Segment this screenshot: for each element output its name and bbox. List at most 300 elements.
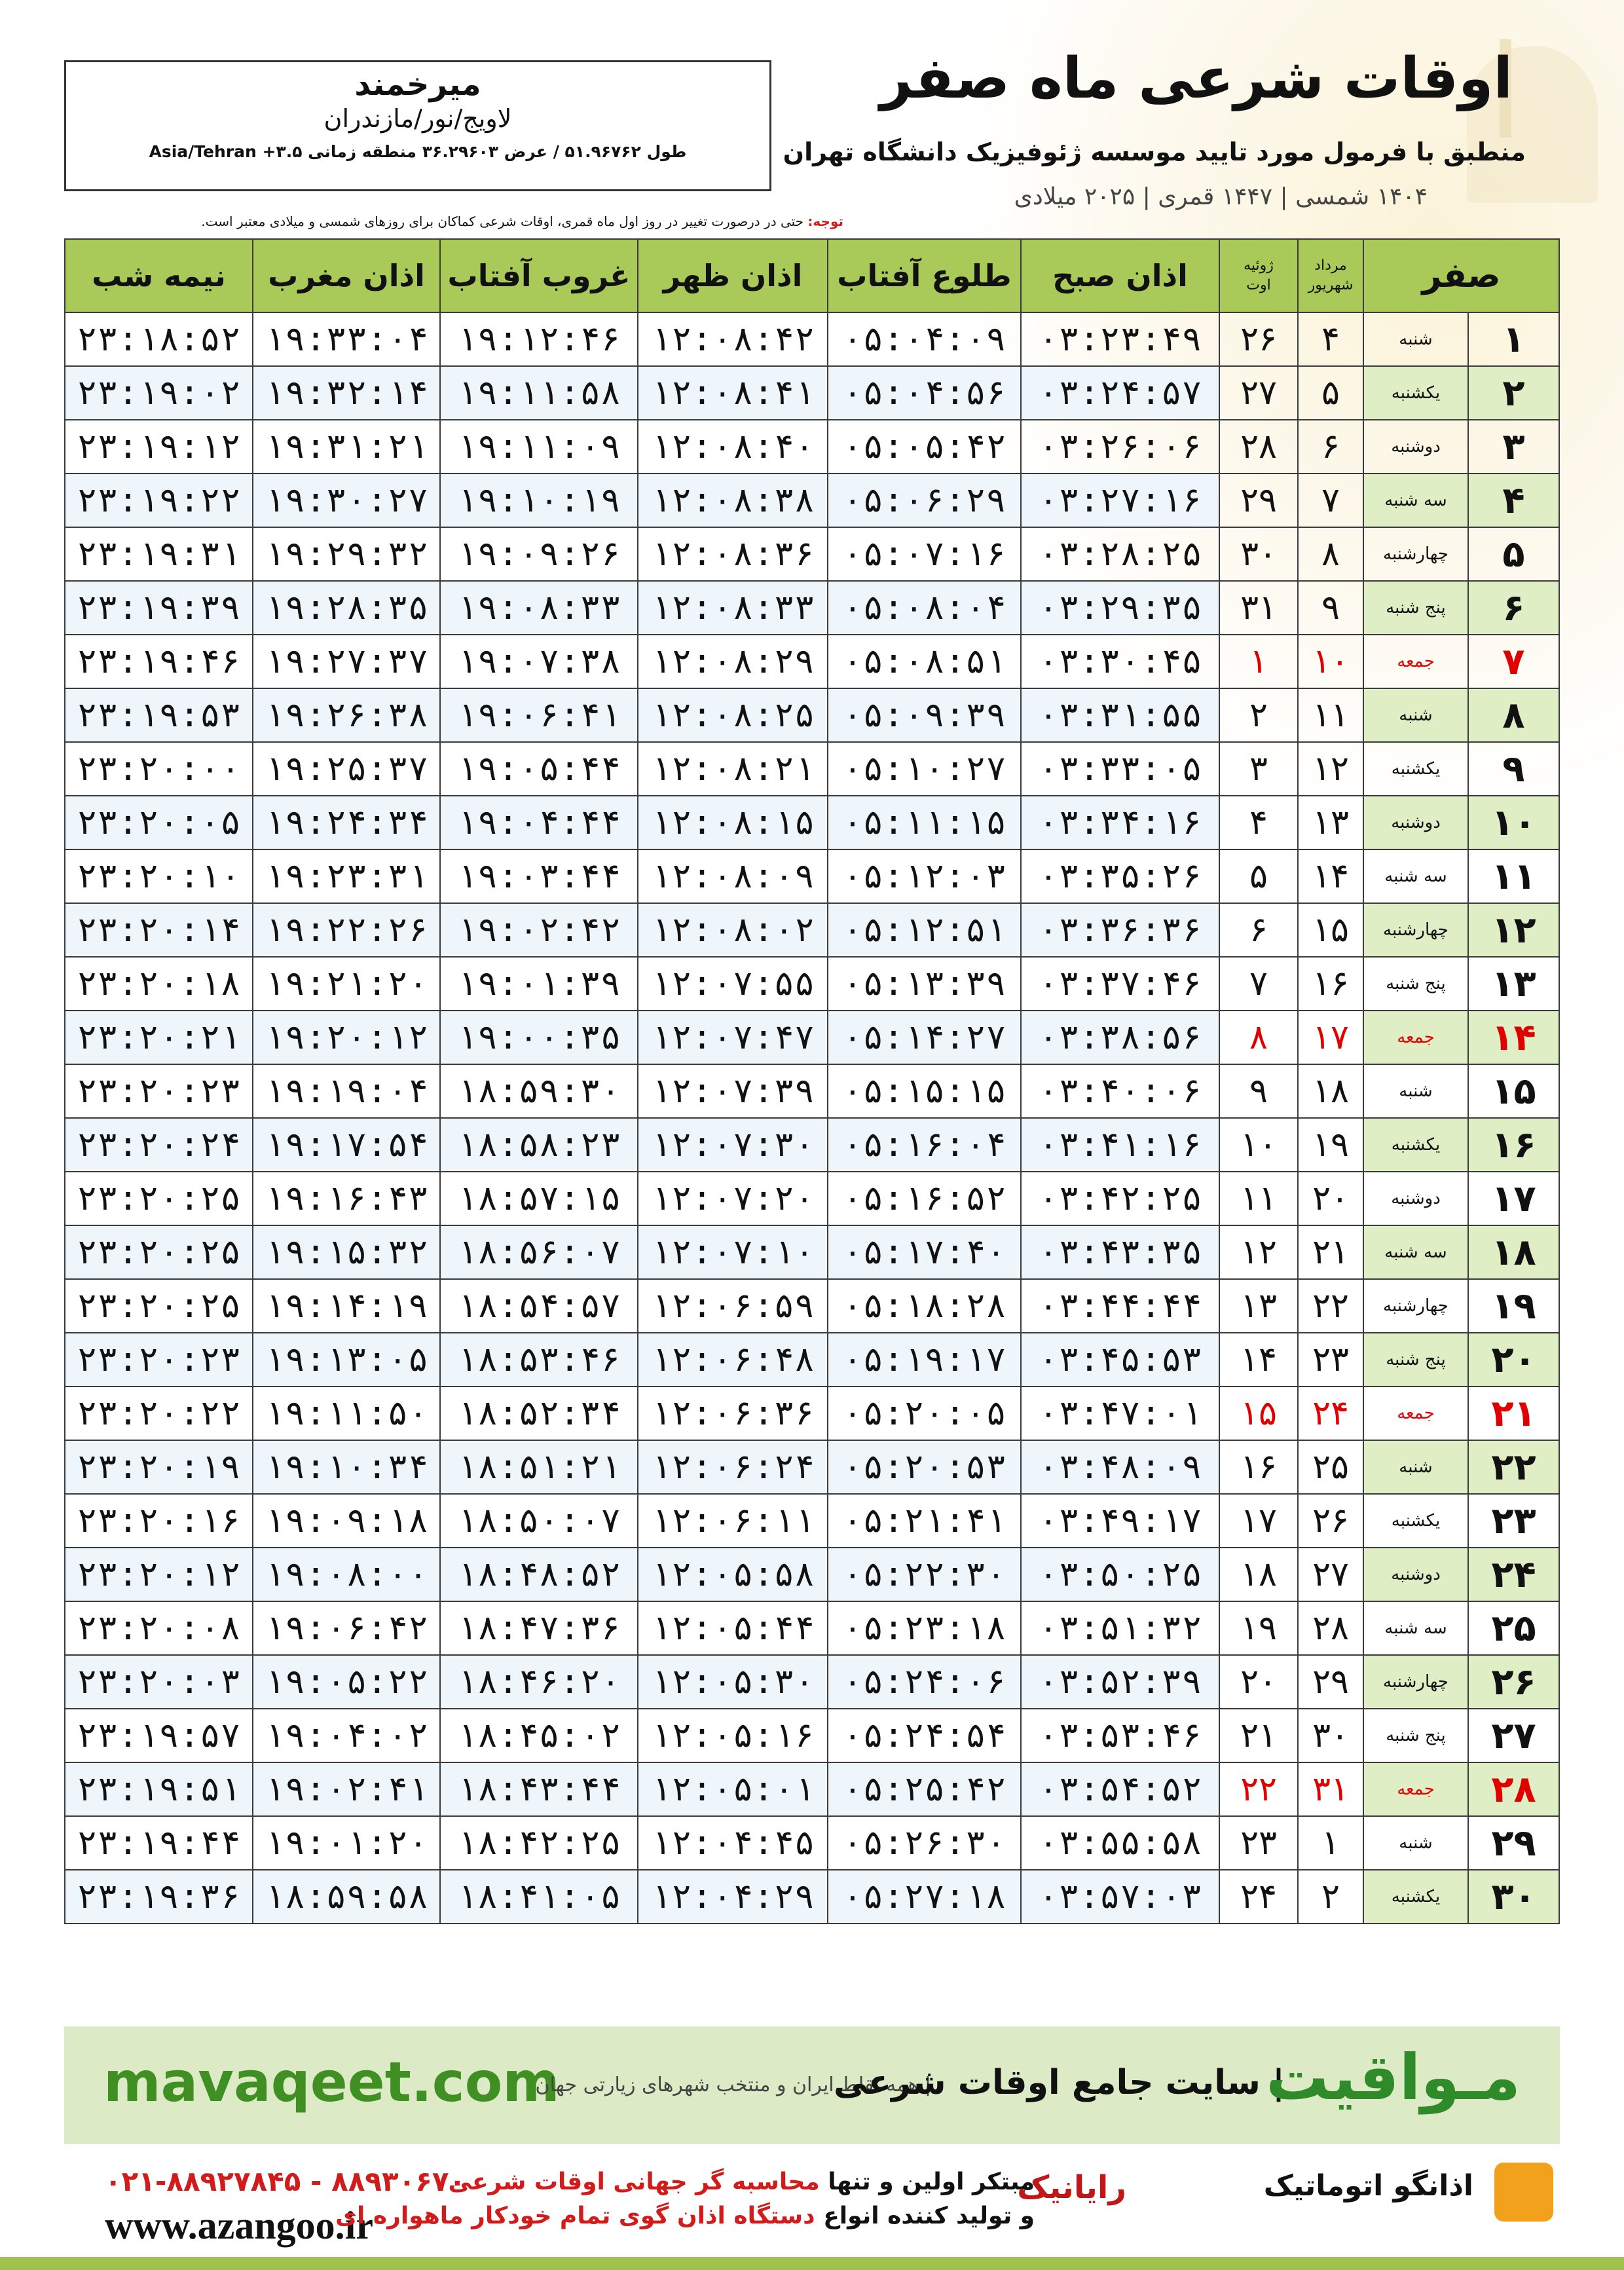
cell-solar: ۳۱ xyxy=(1298,1762,1363,1816)
cell-sunset: ۱۹:۰۰:۳۵ xyxy=(440,1011,638,1064)
cell-midnight: ۲۳:۲۰:۱۰ xyxy=(65,849,253,903)
cell-maghrib: ۱۹:۰۲:۴۱ xyxy=(253,1762,440,1816)
cell-weekday: چهارشنبه xyxy=(1363,1655,1468,1709)
cell-weekday: شنبه xyxy=(1363,1064,1468,1118)
cell-maghrib: ۱۹:۲۴:۳۴ xyxy=(253,796,440,849)
cell-sunrise: ۰۵:۰۹:۳۹ xyxy=(828,688,1021,742)
cell-sunrise: ۰۵:۱۸:۲۸ xyxy=(828,1279,1021,1333)
cell-day: ۱۰ xyxy=(1468,796,1559,849)
location-box xyxy=(64,60,771,191)
cell-solar: ۱۷ xyxy=(1298,1011,1363,1064)
cell-greg: ۸ xyxy=(1219,1011,1298,1064)
azangoo-icon xyxy=(1494,2163,1553,2222)
cell-day: ۶ xyxy=(1468,581,1559,635)
mavaqeet-banner xyxy=(64,2026,1560,2144)
cell-weekday: چهارشنبه xyxy=(1363,903,1468,957)
table-row xyxy=(65,742,1559,796)
cell-weekday: یکشنبه xyxy=(1363,1494,1468,1548)
cell-greg: ۲۹ xyxy=(1219,474,1298,527)
cell-solar: ۲۹ xyxy=(1298,1655,1363,1709)
cell-greg: ۲۶ xyxy=(1219,312,1298,366)
coordinates: طول ۵۱.۹۶۷۶۲ / عرض ۳۶.۲۹۶۰۳ منطقه زمانی ۳.۵+ Asia/Tehran xyxy=(149,142,687,161)
azangoo-website[interactable]: www.azangoo.ir xyxy=(105,2204,373,2247)
cell-sunset: ۱۸:۵۹:۳۰ xyxy=(440,1064,638,1118)
cell-midnight: ۲۳:۱۸:۵۲ xyxy=(65,312,253,366)
cell-weekday: شنبه xyxy=(1363,312,1468,366)
header-sunrise: طلوع آفتاب xyxy=(828,239,1021,312)
cell-weekday: دوشنبه xyxy=(1363,1172,1468,1225)
cell-sunset: ۱۹:۰۹:۲۶ xyxy=(440,527,638,581)
cell-day: ۷ xyxy=(1468,635,1559,688)
city-name: میرخمند xyxy=(354,66,481,103)
cell-fajr: ۰۳:۴۹:۱۷ xyxy=(1021,1494,1219,1548)
table-row xyxy=(65,635,1559,688)
cell-sunrise: ۰۵:۱۰:۲۷ xyxy=(828,742,1021,796)
cell-solar: ۱۲ xyxy=(1298,742,1363,796)
cell-dhuhr: ۱۲:۰۶:۲۴ xyxy=(638,1440,828,1494)
promo-line-1-b: محاسبه گر جهانی اوقات شرعی xyxy=(448,2168,820,2195)
table-row xyxy=(65,1762,1559,1816)
cell-greg: ۲ xyxy=(1219,688,1298,742)
cell-day: ۲۱ xyxy=(1468,1386,1559,1440)
cell-sunset: ۱۸:۴۱:۰۵ xyxy=(440,1870,638,1924)
cell-weekday: یکشنبه xyxy=(1363,1118,1468,1172)
cell-midnight: ۲۳:۱۹:۴۶ xyxy=(65,635,253,688)
cell-fajr: ۰۳:۵۳:۴۶ xyxy=(1021,1709,1219,1762)
cell-dhuhr: ۱۲:۰۸:۰۲ xyxy=(638,903,828,957)
cell-fajr: ۰۳:۴۴:۴۴ xyxy=(1021,1279,1219,1333)
cell-maghrib: ۱۹:۲۸:۳۵ xyxy=(253,581,440,635)
cell-sunset: ۱۸:۴۲:۲۵ xyxy=(440,1816,638,1870)
cell-weekday: جمعه xyxy=(1363,1386,1468,1440)
cell-sunrise: ۰۵:۲۰:۵۳ xyxy=(828,1440,1021,1494)
cell-sunrise: ۰۵:۰۶:۲۹ xyxy=(828,474,1021,527)
cell-weekday: یکشنبه xyxy=(1363,366,1468,420)
cell-weekday: یکشنبه xyxy=(1363,1870,1468,1924)
cell-sunrise: ۰۵:۱۳:۳۹ xyxy=(828,957,1021,1011)
cell-dhuhr: ۱۲:۰۸:۰۹ xyxy=(638,849,828,903)
cell-day: ۱۳ xyxy=(1468,957,1559,1011)
table-body xyxy=(65,312,1559,1924)
cell-sunset: ۱۹:۰۴:۴۴ xyxy=(440,796,638,849)
cell-sunrise: ۰۵:۱۷:۴۰ xyxy=(828,1225,1021,1279)
cell-maghrib: ۱۹:۱۶:۴۳ xyxy=(253,1172,440,1225)
table-row xyxy=(65,1709,1559,1762)
cell-solar: ۲۰ xyxy=(1298,1172,1363,1225)
cell-maghrib: ۱۸:۵۹:۵۸ xyxy=(253,1870,440,1924)
cell-maghrib: ۱۹:۱۵:۳۲ xyxy=(253,1225,440,1279)
header-gregorian-top: ژوئیه xyxy=(1244,257,1274,274)
table-row xyxy=(65,1870,1559,1924)
table-row xyxy=(65,1333,1559,1386)
cell-greg: ۲۸ xyxy=(1219,420,1298,474)
cell-sunset: ۱۹:۰۶:۴۱ xyxy=(440,688,638,742)
cell-sunset: ۱۹:۰۳:۴۴ xyxy=(440,849,638,903)
cell-solar: ۲۳ xyxy=(1298,1333,1363,1386)
cell-fajr: ۰۳:۳۶:۳۶ xyxy=(1021,903,1219,957)
bottom-bar xyxy=(0,2257,1624,2270)
cell-maghrib: ۱۹:۳۲:۱۴ xyxy=(253,366,440,420)
cell-day: ۱۹ xyxy=(1468,1279,1559,1333)
table-row xyxy=(65,312,1559,366)
cell-day: ۳۰ xyxy=(1468,1870,1559,1924)
promo-line-2-a: و تولید کننده انواع xyxy=(823,2203,1035,2230)
notice-text: حتی در درصورت تغییر در روز اول ماه قمری، اوقات شرعی کماکان برای روزهای شمسی و میلادی معتبر است. xyxy=(201,214,804,229)
cell-maghrib: ۱۹:۲۲:۲۶ xyxy=(253,903,440,957)
cell-dhuhr: ۱۲:۰۸:۲۵ xyxy=(638,688,828,742)
cell-weekday: یکشنبه xyxy=(1363,742,1468,796)
cell-day: ۴ xyxy=(1468,474,1559,527)
cell-maghrib: ۱۹:۲۹:۳۲ xyxy=(253,527,440,581)
cell-sunrise: ۰۵:۰۷:۱۶ xyxy=(828,527,1021,581)
cell-maghrib: ۱۹:۱۱:۵۰ xyxy=(253,1386,440,1440)
cell-greg: ۷ xyxy=(1219,957,1298,1011)
cell-greg: ۹ xyxy=(1219,1064,1298,1118)
cell-day: ۲۴ xyxy=(1468,1548,1559,1601)
phone-numbers: ۰۲۱-۸۸۹۲۷۸۴۵ - ۸۸۹۳۰۶۷۰ xyxy=(105,2165,466,2197)
cell-weekday: جمعه xyxy=(1363,1011,1468,1064)
cell-sunrise: ۰۵:۲۶:۳۰ xyxy=(828,1816,1021,1870)
page-subtitle: منطبق با فرمول مورد تایید موسسه ژئوفیزیک دانشگاه تهران xyxy=(783,138,1526,166)
table-row xyxy=(65,1440,1559,1494)
cell-greg: ۱۵ xyxy=(1219,1386,1298,1440)
cell-sunrise: ۰۵:۰۴:۵۶ xyxy=(828,366,1021,420)
cell-fajr: ۰۳:۴۷:۰۱ xyxy=(1021,1386,1219,1440)
table-row xyxy=(65,1494,1559,1548)
table-row xyxy=(65,1655,1559,1709)
cell-dhuhr: ۱۲:۰۵:۴۴ xyxy=(638,1601,828,1655)
cell-greg: ۳۱ xyxy=(1219,581,1298,635)
cell-sunset: ۱۹:۱۲:۴۶ xyxy=(440,312,638,366)
mavaqeet-logo: مـواقیت xyxy=(1265,2041,1521,2114)
cell-dhuhr: ۱۲:۰۸:۳۳ xyxy=(638,581,828,635)
cell-midnight: ۲۳:۲۰:۲۱ xyxy=(65,1011,253,1064)
cell-maghrib: ۱۹:۰۶:۴۲ xyxy=(253,1601,440,1655)
table-header-row xyxy=(65,239,1559,312)
cell-weekday: شنبه xyxy=(1363,1816,1468,1870)
cell-sunrise: ۰۵:۰۵:۴۲ xyxy=(828,420,1021,474)
cell-midnight: ۲۳:۲۰:۲۵ xyxy=(65,1225,253,1279)
cell-greg: ۱۲ xyxy=(1219,1225,1298,1279)
cell-fajr: ۰۳:۳۷:۴۶ xyxy=(1021,957,1219,1011)
cell-fajr: ۰۳:۴۰:۰۶ xyxy=(1021,1064,1219,1118)
cell-sunrise: ۰۵:۲۴:۰۶ xyxy=(828,1655,1021,1709)
cell-midnight: ۲۳:۱۹:۵۳ xyxy=(65,688,253,742)
cell-dhuhr: ۱۲:۰۸:۳۶ xyxy=(638,527,828,581)
cell-weekday: پنج شنبه xyxy=(1363,1709,1468,1762)
cell-midnight: ۲۳:۲۰:۱۸ xyxy=(65,957,253,1011)
cell-midnight: ۲۳:۲۰:۱۲ xyxy=(65,1548,253,1601)
cell-midnight: ۲۳:۱۹:۳۱ xyxy=(65,527,253,581)
cell-greg: ۱۳ xyxy=(1219,1279,1298,1333)
cell-sunset: ۱۹:۰۸:۳۳ xyxy=(440,581,638,635)
cell-sunrise: ۰۵:۱۴:۲۷ xyxy=(828,1011,1021,1064)
cell-fajr: ۰۳:۳۵:۲۶ xyxy=(1021,849,1219,903)
cell-dhuhr: ۱۲:۰۸:۱۵ xyxy=(638,796,828,849)
table-row xyxy=(65,903,1559,957)
cell-weekday: جمعه xyxy=(1363,635,1468,688)
cell-greg: ۵ xyxy=(1219,849,1298,903)
cell-fajr: ۰۳:۳۸:۵۶ xyxy=(1021,1011,1219,1064)
cell-maghrib: ۱۹:۳۱:۲۱ xyxy=(253,420,440,474)
cell-solar: ۱۶ xyxy=(1298,957,1363,1011)
cell-fajr: ۰۳:۴۲:۲۵ xyxy=(1021,1172,1219,1225)
cell-solar: ۲۶ xyxy=(1298,1494,1363,1548)
cell-dhuhr: ۱۲:۰۸:۲۹ xyxy=(638,635,828,688)
cell-solar: ۱۹ xyxy=(1298,1118,1363,1172)
table-row xyxy=(65,581,1559,635)
cell-weekday: سه شنبه xyxy=(1363,1601,1468,1655)
cell-greg: ۱۹ xyxy=(1219,1601,1298,1655)
cell-dhuhr: ۱۲:۰۷:۵۵ xyxy=(638,957,828,1011)
notice-label: توجه: xyxy=(807,214,843,229)
cell-maghrib: ۱۹:۱۷:۵۴ xyxy=(253,1118,440,1172)
cell-day: ۲۸ xyxy=(1468,1762,1559,1816)
table-row xyxy=(65,1225,1559,1279)
cell-weekday: سه شنبه xyxy=(1363,849,1468,903)
cell-sunset: ۱۸:۵۱:۲۱ xyxy=(440,1440,638,1494)
cell-sunrise: ۰۵:۲۰:۰۵ xyxy=(828,1386,1021,1440)
cell-day: ۹ xyxy=(1468,742,1559,796)
cell-midnight: ۲۳:۲۰:۲۵ xyxy=(65,1172,253,1225)
cell-solar: ۲۵ xyxy=(1298,1440,1363,1494)
cell-day: ۱۷ xyxy=(1468,1172,1559,1225)
cell-sunrise: ۰۵:۲۳:۱۸ xyxy=(828,1601,1021,1655)
cell-weekday: پنج شنبه xyxy=(1363,581,1468,635)
cell-greg: ۲۷ xyxy=(1219,366,1298,420)
header-fajr: اذان صبح xyxy=(1021,239,1219,312)
cell-sunset: ۱۸:۵۸:۲۳ xyxy=(440,1118,638,1172)
cell-maghrib: ۱۹:۰۵:۲۲ xyxy=(253,1655,440,1709)
cell-maghrib: ۱۹:۲۱:۲۰ xyxy=(253,957,440,1011)
cell-weekday: پنج شنبه xyxy=(1363,957,1468,1011)
cell-dhuhr: ۱۲:۰۷:۴۷ xyxy=(638,1011,828,1064)
page-title: اوقات شرعی ماه صفر xyxy=(879,46,1513,111)
table-row xyxy=(65,1064,1559,1118)
cell-greg: ۱۷ xyxy=(1219,1494,1298,1548)
cell-weekday: شنبه xyxy=(1363,688,1468,742)
header-gregorian-bottom: اوت xyxy=(1246,277,1271,293)
cell-day: ۲۰ xyxy=(1468,1333,1559,1386)
cell-midnight: ۲۳:۲۰:۰۵ xyxy=(65,796,253,849)
cell-dhuhr: ۱۲:۰۸:۳۸ xyxy=(638,474,828,527)
cell-sunset: ۱۹:۱۱:۵۸ xyxy=(440,366,638,420)
cell-midnight: ۲۳:۲۰:۲۴ xyxy=(65,1118,253,1172)
cell-solar: ۹ xyxy=(1298,581,1363,635)
cell-day: ۲۳ xyxy=(1468,1494,1559,1548)
cell-day: ۱۸ xyxy=(1468,1225,1559,1279)
cell-solar: ۱۸ xyxy=(1298,1064,1363,1118)
cell-day: ۲۵ xyxy=(1468,1601,1559,1655)
cell-solar: ۲ xyxy=(1298,1870,1363,1924)
cell-fajr: ۰۳:۲۹:۳۵ xyxy=(1021,581,1219,635)
cell-fajr: ۰۳:۴۵:۵۳ xyxy=(1021,1333,1219,1386)
cell-sunset: ۱۸:۴۵:۰۲ xyxy=(440,1709,638,1762)
cell-midnight: ۲۳:۲۰:۲۳ xyxy=(65,1064,253,1118)
cell-sunrise: ۰۵:۲۱:۴۱ xyxy=(828,1494,1021,1548)
cell-fajr: ۰۳:۲۶:۰۶ xyxy=(1021,420,1219,474)
cell-weekday: دوشنبه xyxy=(1363,796,1468,849)
cell-dhuhr: ۱۲:۰۶:۴۸ xyxy=(638,1333,828,1386)
cell-sunset: ۱۸:۵۰:۰۷ xyxy=(440,1494,638,1548)
cell-sunrise: ۰۵:۲۷:۱۸ xyxy=(828,1870,1021,1924)
cell-fajr: ۰۳:۳۴:۱۶ xyxy=(1021,796,1219,849)
header-midnight: نیمه شب xyxy=(65,239,253,312)
cell-greg: ۲۱ xyxy=(1219,1709,1298,1762)
cell-greg: ۱۰ xyxy=(1219,1118,1298,1172)
cell-fajr: ۰۳:۵۲:۳۹ xyxy=(1021,1655,1219,1709)
cell-dhuhr: ۱۲:۰۵:۳۰ xyxy=(638,1655,828,1709)
cell-maghrib: ۱۹:۱۳:۰۵ xyxy=(253,1333,440,1386)
cell-greg: ۲۴ xyxy=(1219,1870,1298,1924)
cell-dhuhr: ۱۲:۰۵:۵۸ xyxy=(638,1548,828,1601)
cell-sunrise: ۰۵:۰۸:۵۱ xyxy=(828,635,1021,688)
cell-fajr: ۰۳:۴۸:۰۹ xyxy=(1021,1440,1219,1494)
cell-day: ۱۲ xyxy=(1468,903,1559,957)
cell-day: ۱ xyxy=(1468,312,1559,366)
cell-solar: ۶ xyxy=(1298,420,1363,474)
cell-maghrib: ۱۹:۲۶:۳۸ xyxy=(253,688,440,742)
cell-sunset: ۱۸:۵۶:۰۷ xyxy=(440,1225,638,1279)
table-row xyxy=(65,474,1559,527)
cell-dhuhr: ۱۲:۰۶:۵۹ xyxy=(638,1279,828,1333)
cell-day: ۲۷ xyxy=(1468,1709,1559,1762)
cell-sunrise: ۰۵:۱۶:۰۴ xyxy=(828,1118,1021,1172)
cell-fajr: ۰۳:۴۱:۱۶ xyxy=(1021,1118,1219,1172)
cell-dhuhr: ۱۲:۰۸:۴۲ xyxy=(638,312,828,366)
cell-sunset: ۱۸:۴۸:۵۲ xyxy=(440,1548,638,1601)
cell-maghrib: ۱۹:۱۹:۰۴ xyxy=(253,1064,440,1118)
cell-weekday: جمعه xyxy=(1363,1762,1468,1816)
cell-midnight: ۲۳:۲۰:۱۴ xyxy=(65,903,253,957)
cell-midnight: ۲۳:۲۰:۲۵ xyxy=(65,1279,253,1333)
cell-sunrise: ۰۵:۰۸:۰۴ xyxy=(828,581,1021,635)
cell-greg: ۳ xyxy=(1219,742,1298,796)
cell-midnight: ۲۳:۲۰:۱۶ xyxy=(65,1494,253,1548)
table-row xyxy=(65,1548,1559,1601)
cell-weekday: چهارشنبه xyxy=(1363,527,1468,581)
cell-day: ۵ xyxy=(1468,527,1559,581)
cell-greg: ۱ xyxy=(1219,635,1298,688)
table-row xyxy=(65,1601,1559,1655)
promo-text xyxy=(335,2165,1035,2233)
cell-sunset: ۱۹:۰۲:۴۲ xyxy=(440,903,638,957)
cell-sunset: ۱۸:۵۳:۴۶ xyxy=(440,1333,638,1386)
cell-midnight: ۲۳:۱۹:۲۲ xyxy=(65,474,253,527)
cell-day: ۸ xyxy=(1468,688,1559,742)
cell-sunrise: ۰۵:۲۵:۴۲ xyxy=(828,1762,1021,1816)
cell-day: ۱۴ xyxy=(1468,1011,1559,1064)
cell-solar: ۲۴ xyxy=(1298,1386,1363,1440)
cell-weekday: پنج شنبه xyxy=(1363,1333,1468,1386)
banner-tagline-small: | همه نقاط ایران و منتخب شهرهای زیارتی جهان xyxy=(535,2074,931,2096)
cell-midnight: ۲۳:۱۹:۴۴ xyxy=(65,1816,253,1870)
cell-midnight: ۲۳:۱۹:۵۱ xyxy=(65,1762,253,1816)
cell-greg: ۶ xyxy=(1219,903,1298,957)
table-row xyxy=(65,1816,1559,1870)
cell-midnight: ۲۳:۲۰:۰۳ xyxy=(65,1655,253,1709)
cell-greg: ۴ xyxy=(1219,796,1298,849)
cell-solar: ۲۱ xyxy=(1298,1225,1363,1279)
cell-fajr: ۰۳:۲۸:۲۵ xyxy=(1021,527,1219,581)
notice xyxy=(64,214,843,229)
cell-dhuhr: ۱۲:۰۷:۲۰ xyxy=(638,1172,828,1225)
header-solar-top: مرداد xyxy=(1314,257,1347,274)
cell-midnight: ۲۳:۱۹:۱۲ xyxy=(65,420,253,474)
cell-weekday: چهارشنبه xyxy=(1363,1279,1468,1333)
cell-fajr: ۰۳:۴۳:۳۵ xyxy=(1021,1225,1219,1279)
cell-midnight: ۲۳:۲۰:۲۳ xyxy=(65,1333,253,1386)
cell-greg: ۲۳ xyxy=(1219,1816,1298,1870)
table-row xyxy=(65,849,1559,903)
cell-day: ۲۲ xyxy=(1468,1440,1559,1494)
cell-day: ۱۶ xyxy=(1468,1118,1559,1172)
cell-fajr: ۰۳:۵۷:۰۳ xyxy=(1021,1870,1219,1924)
cell-greg: ۱۶ xyxy=(1219,1440,1298,1494)
cell-fajr: ۰۳:۲۷:۱۶ xyxy=(1021,474,1219,527)
cell-dhuhr: ۱۲:۰۸:۴۱ xyxy=(638,366,828,420)
cell-day: ۲ xyxy=(1468,366,1559,420)
cell-dhuhr: ۱۲:۰۷:۱۰ xyxy=(638,1225,828,1279)
azangoo-logo: اذانگو اتوماتیک xyxy=(1263,2169,1473,2203)
cell-greg: ۲۲ xyxy=(1219,1762,1298,1816)
table-row xyxy=(65,527,1559,581)
cell-fajr: ۰۳:۳۰:۴۵ xyxy=(1021,635,1219,688)
cell-weekday: سه شنبه xyxy=(1363,1225,1468,1279)
cell-sunrise: ۰۵:۱۵:۱۵ xyxy=(828,1064,1021,1118)
cell-solar: ۴ xyxy=(1298,312,1363,366)
cell-solar: ۵ xyxy=(1298,366,1363,420)
cell-fajr: ۰۳:۲۳:۴۹ xyxy=(1021,312,1219,366)
cell-fajr: ۰۳:۵۴:۵۲ xyxy=(1021,1762,1219,1816)
header-dhuhr: اذان ظهر xyxy=(638,239,828,312)
cell-solar: ۷ xyxy=(1298,474,1363,527)
cell-fajr: ۰۳:۵۱:۳۲ xyxy=(1021,1601,1219,1655)
promo-line-1-a: مبتکر اولین و تنها xyxy=(828,2168,1035,2195)
cell-solar: ۲۷ xyxy=(1298,1548,1363,1601)
cell-dhuhr: ۱۲:۰۷:۳۹ xyxy=(638,1064,828,1118)
cell-day: ۲۹ xyxy=(1468,1816,1559,1870)
cell-greg: ۱۴ xyxy=(1219,1333,1298,1386)
cell-midnight: ۲۳:۲۰:۰۸ xyxy=(65,1601,253,1655)
cell-midnight: ۲۳:۱۹:۳۶ xyxy=(65,1870,253,1924)
cell-sunset: ۱۹:۱۱:۰۹ xyxy=(440,420,638,474)
cell-greg: ۱۱ xyxy=(1219,1172,1298,1225)
cell-fajr: ۰۳:۵۰:۲۵ xyxy=(1021,1548,1219,1601)
table-row xyxy=(65,1172,1559,1225)
site-url[interactable]: mavaqeet.com xyxy=(103,2050,560,2114)
cell-fajr: ۰۳:۲۴:۵۷ xyxy=(1021,366,1219,420)
rayanik-logo: رایانیک xyxy=(1017,2169,1126,2206)
header-maghrib: اذان مغرب xyxy=(253,239,440,312)
banner-tagline: | سایت جامع اوقات شرعی xyxy=(834,2063,1285,2102)
cell-weekday: دوشنبه xyxy=(1363,1548,1468,1601)
table-row xyxy=(65,796,1559,849)
cell-sunset: ۱۸:۴۶:۲۰ xyxy=(440,1655,638,1709)
cell-dhuhr: ۱۲:۰۶:۳۶ xyxy=(638,1386,828,1440)
cell-midnight: ۲۳:۲۰:۲۲ xyxy=(65,1386,253,1440)
cell-sunset: ۱۸:۴۳:۴۴ xyxy=(440,1762,638,1816)
table-row xyxy=(65,957,1559,1011)
table-row xyxy=(65,366,1559,420)
cell-solar: ۲۸ xyxy=(1298,1601,1363,1655)
cell-day: ۱۱ xyxy=(1468,849,1559,903)
cell-sunset: ۱۹:۰۱:۳۹ xyxy=(440,957,638,1011)
cell-weekday: سه شنبه xyxy=(1363,474,1468,527)
cell-dhuhr: ۱۲:۰۶:۱۱ xyxy=(638,1494,828,1548)
cell-sunrise: ۰۵:۱۲:۵۱ xyxy=(828,903,1021,957)
cell-weekday: دوشنبه xyxy=(1363,420,1468,474)
